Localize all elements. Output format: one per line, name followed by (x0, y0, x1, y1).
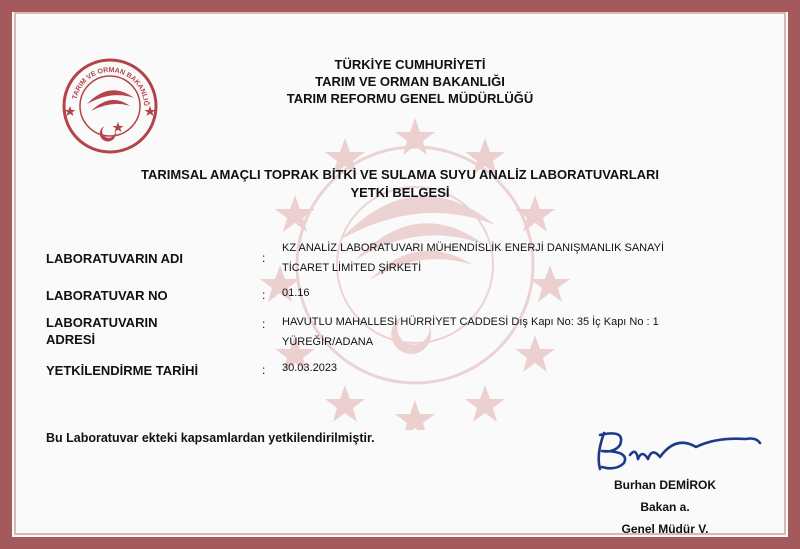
lab-address-label (46, 314, 157, 348)
title-line-2: YETKİ BELGESİ (350, 185, 450, 200)
lab-address-colon: : (262, 317, 266, 331)
auth-date-colon: : (262, 363, 266, 377)
signer-on-behalf: Bakan a. (640, 500, 690, 514)
handwritten-signature (586, 425, 766, 475)
header-line-republic: TÜRKİYE CUMHURİYETİ (334, 57, 486, 72)
lab-address-label-line-1: LABORATUVARIN (46, 315, 158, 330)
svg-text:TARIM VE ORMAN BAKANLIĞI: TARIM VE ORMAN BAKANLIĞ (71, 66, 150, 107)
lab-name-value (282, 238, 742, 278)
certificate-title (90, 166, 710, 202)
lab-no-value: 01.16 (282, 287, 310, 299)
title-line-1: TARIMSAL AMAÇLI TOPRAK BİTKİ VE SULAMA SUYU ANALİZ LABORATUVARLARI (140, 167, 660, 182)
lab-address-value-line-1: HAVUTLU MAHALLESİ HÜRRİYET CADDESİ Dış Kapı No: 35 İç Kapı No : 1 (282, 316, 659, 328)
header-line-directorate: TARIM REFORMU GENEL MÜDÜRLÜĞÜ (286, 91, 534, 106)
auth-date-label: YETKİLENDİRME TARİHİ (46, 363, 199, 378)
signer-title: Genel Müdür V. (621, 522, 709, 536)
lab-address-label-line-2: ADRESİ (46, 332, 96, 347)
signer-block (590, 474, 740, 540)
lab-address-value-line-2: YÜREĞİR/ADANA (282, 336, 374, 348)
lab-name-label: LABORATUVARIN ADI (46, 251, 183, 266)
lab-address-value (282, 312, 742, 352)
header-line-ministry: TARIM VE ORMAN BAKANLIĞI (315, 74, 505, 89)
lab-no-label: LABORATUVAR NO (46, 288, 168, 303)
lab-no-colon: : (262, 288, 266, 302)
auth-date-value: 30.03.2023 (282, 362, 338, 374)
lab-name-value-line-2: TİCARET LİMİTED ŞİRKETİ (282, 262, 422, 274)
lab-name-value-line-1: KZ ANALİZ LABORATUVARI MÜHENDİSLİK ENERJİ DANIŞMANLIK SANAYİ (282, 242, 665, 254)
ministry-seal-logo (60, 56, 160, 156)
signer-name: Burhan DEMİROK (614, 478, 716, 492)
lab-name-colon: : (262, 251, 266, 265)
issuer-header (260, 56, 560, 107)
authorization-statement: Bu Laboratuvar ekteki kapsamlardan yetkilendirilmiştir. (46, 431, 375, 445)
